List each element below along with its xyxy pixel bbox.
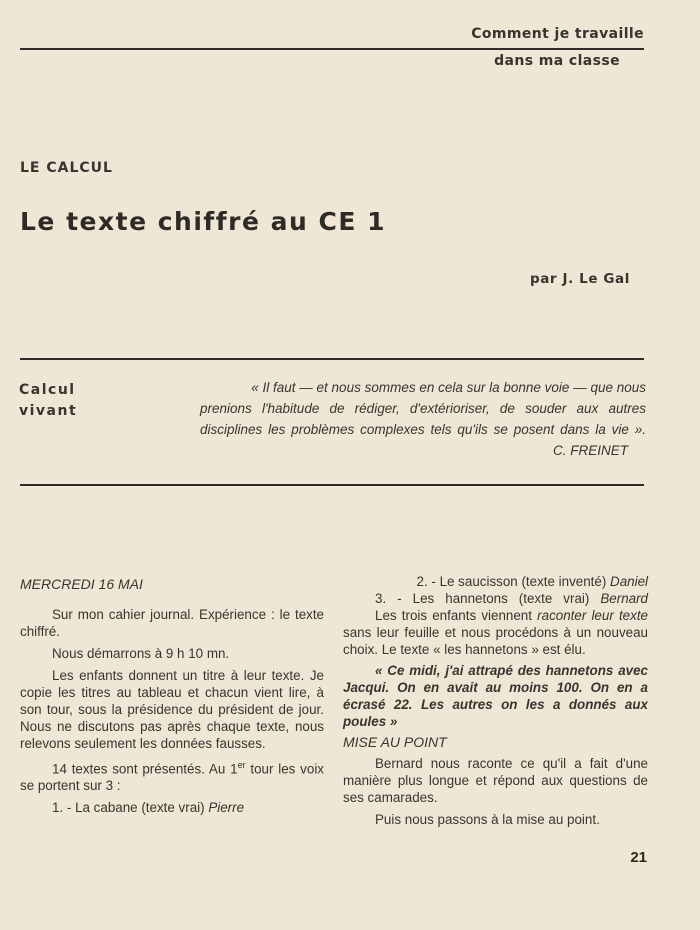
running-header-line1: Comment je travaille	[471, 26, 644, 42]
list-item-text: 1. - La cabane (texte vrai)	[52, 800, 209, 816]
list-item-text: 3. - Les hannetons (texte vrai)	[375, 591, 601, 606]
quote-top-rule	[20, 358, 644, 360]
quote-author: C. FREINET	[552, 443, 628, 458]
paragraph-text: 14 textes sont présentés. Au 1	[52, 761, 238, 777]
date-heading: MERCREDI 16 MAI	[20, 576, 143, 592]
list-item-text: 2. - Le saucisson (texte inventé)	[416, 574, 611, 589]
paragraph	[20, 757, 324, 794]
quote-line3: disciplines les problèmes complexes tels qu'ils se posent dans la vie ».	[200, 422, 646, 437]
paragraph: Bernard nous raconte ce qu'il a fait d'une manière plus longue et répond aux questions de ses camarades.	[343, 756, 648, 805]
child-text-quote: « Ce midi, j'ai attrapé des hannetons avec Jacqui. On en avait au moins 100. On en a écrasé 22. Les autres on les a donnés aux poules »	[343, 663, 648, 729]
paragraph-text: tour les voix se portent sur 3 :	[20, 761, 324, 794]
list-item	[343, 573, 648, 590]
page-number: 21	[630, 849, 647, 866]
quote-line2: prenions l'habitude de rédiger, d'extérioriser, de souder aux autres	[200, 401, 646, 416]
quote-bottom-rule	[20, 484, 644, 486]
list-item-author: Pierre	[208, 800, 245, 816]
section-label: LE CALCUL	[20, 160, 113, 176]
article-title: Le texte chiffré au CE 1	[20, 207, 387, 236]
paragraph	[343, 607, 648, 658]
list-item-author: Daniel	[610, 574, 648, 589]
byline: par J. Le Gal	[529, 271, 630, 287]
epigraph-quote	[200, 377, 646, 461]
paragraph: Les enfants donnent un titre à leur texte. Je copie les titres au tableau et chacun vient lire, à son tour, sous la présidence du président de jour. Nous ne discutons pas après chaque texte, nous relevons seulement les données fausses.	[20, 668, 324, 751]
sidebar-label-line2: vivant	[19, 403, 78, 419]
header-rule	[20, 48, 644, 50]
paragraph-text: sans leur feuille et nous procédons à un nouveau choix. Le texte « les hannetons » est élu.	[343, 625, 648, 657]
sidebar-label-line1: Calcul	[19, 382, 76, 398]
paragraph: Sur mon cahier journal. Expérience : le texte chiffré.	[20, 607, 324, 639]
list-item-author: Bernard	[600, 591, 648, 606]
list-item	[343, 590, 648, 607]
list-item	[20, 799, 324, 816]
ordinal-superscript: er	[237, 760, 246, 770]
right-column	[343, 573, 648, 828]
left-column	[20, 576, 324, 816]
paragraph: Puis nous passons à la mise au point.	[375, 812, 600, 827]
sidebar-label	[19, 380, 77, 422]
paragraph-emphasis: raconter leur texte	[537, 608, 648, 623]
running-header-line2: dans ma classe	[494, 53, 620, 69]
paragraph: Nous démarrons à 9 h 10 mn.	[52, 646, 230, 661]
paragraph-text: Les trois enfants viennent	[375, 608, 538, 623]
quote-line1: « Il faut — et nous sommes en cela sur la bonne voie — que nous	[251, 380, 646, 395]
subheading: MISE AU POINT	[343, 734, 447, 750]
